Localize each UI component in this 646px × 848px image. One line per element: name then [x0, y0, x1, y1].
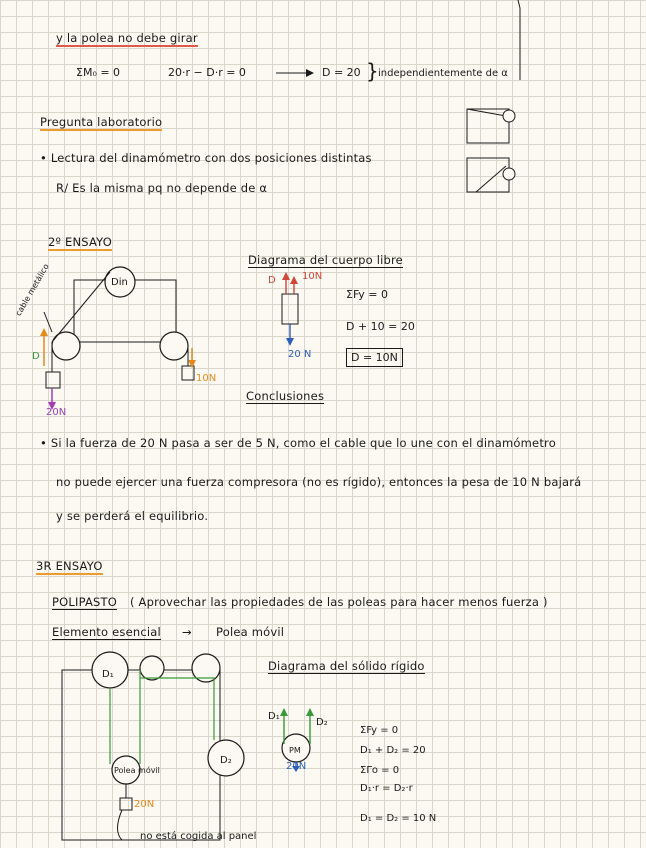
fbd-10n-label: 10N — [302, 271, 323, 282]
ensayo2-para1: • Si la fuerza de 20 N pasa a ser de 5 N, como el cable que lo une con el dinamómetro — [40, 436, 556, 450]
elemento-label: Elemento esencial — [52, 625, 161, 639]
ensayo2-para3: y se perderá el equilibrio. — [56, 509, 209, 523]
para1-text: Si la fuerza de 20 N pasa a ser de 5 N, como el cable que lo une con el dinamómetro — [50, 436, 556, 450]
ensayo3-eq4: D₁·r = D₂·r — [360, 783, 413, 794]
independent-text: independientemente de α — [378, 68, 508, 79]
brace-sign: } — [366, 59, 379, 83]
fbd-title: Diagrama del cuerpo libre — [248, 253, 403, 267]
weight-left-label: 20N — [46, 407, 67, 418]
elemento-arrow: → — [182, 625, 192, 639]
margin-line — [512, 0, 524, 80]
lab-bullet-text: Lectura del dinamómetro con dos posiciones distintas — [50, 151, 372, 165]
fbd-20n-label: 20 N — [288, 349, 312, 360]
diagram-title: Diagrama del sólido rígido — [268, 659, 425, 673]
d1-pulley-label: D₁ — [102, 669, 114, 680]
weight-right-label: 10N — [196, 373, 217, 384]
polea-movil-label: Polea móvil — [216, 625, 285, 639]
polipasto-label: POLIPASTO — [52, 595, 118, 609]
d-result: D = 20 — [322, 66, 361, 79]
lab-answer: R/ Es la misma pq no depende de α — [56, 181, 268, 195]
conclusiones-heading: Conclusiones — [246, 389, 325, 403]
cable-label: cable metálico — [13, 262, 51, 318]
ensayo3-apparatus — [56, 648, 246, 844]
pm-weight-label: 20N — [286, 761, 307, 772]
ensayo2-para2: no puede ejercer una fuerza compresora (no es rígido), entonces la pesa de 10 N bajará — [56, 475, 582, 489]
fbd-d-label: D — [268, 275, 276, 286]
top-line1: y la polea no debe girar — [56, 31, 198, 45]
ensayo3-eq3: ΣΓo = 0 — [360, 765, 400, 776]
polipasto-desc: ( Aprovechar las propiedades de las poleas para hacer menos fuerza ) — [130, 595, 548, 609]
pulley-position-sketches — [466, 108, 526, 194]
d1-force-label: D₁ — [268, 711, 280, 722]
moment-eq: ΣM₀ = 0 — [76, 66, 121, 79]
d2-pulley-label: D₂ — [220, 755, 232, 766]
ensayo3-weight-label: 20N — [134, 799, 155, 810]
ensayo3-result: D₁ = D₂ = 10 N — [360, 813, 437, 824]
product-eq: 20·r − D·r = 0 — [168, 66, 246, 79]
ensayo3-eq2: D₁ + D₂ = 20 — [360, 745, 426, 756]
din-label: Din — [111, 277, 128, 288]
pulley-movil-caption: Polea móvil — [114, 766, 160, 775]
ensayo2-heading: 2º ENSAYO — [48, 235, 112, 249]
ensayo3-eq1: ΣFy = 0 — [360, 725, 399, 736]
ensayo3-heading: 3R ENSAYO — [36, 559, 103, 573]
ensayo2-result: D = 10N — [346, 348, 403, 367]
d-force-label: D — [32, 351, 40, 362]
ensayo3-note: no está cogida al panel — [140, 831, 257, 842]
implies-arrow — [276, 68, 316, 78]
ensayo2-eq2: D + 10 = 20 — [346, 320, 415, 333]
d2-force-label: D₂ — [316, 717, 328, 728]
ensayo2-eq1: ΣFy = 0 — [346, 288, 388, 301]
lab-heading: Pregunta laboratorio — [40, 115, 163, 129]
lab-bullet: • Lectura del dinamómetro con dos posiciones distintas — [40, 151, 372, 165]
pm-label: PM — [289, 746, 301, 755]
